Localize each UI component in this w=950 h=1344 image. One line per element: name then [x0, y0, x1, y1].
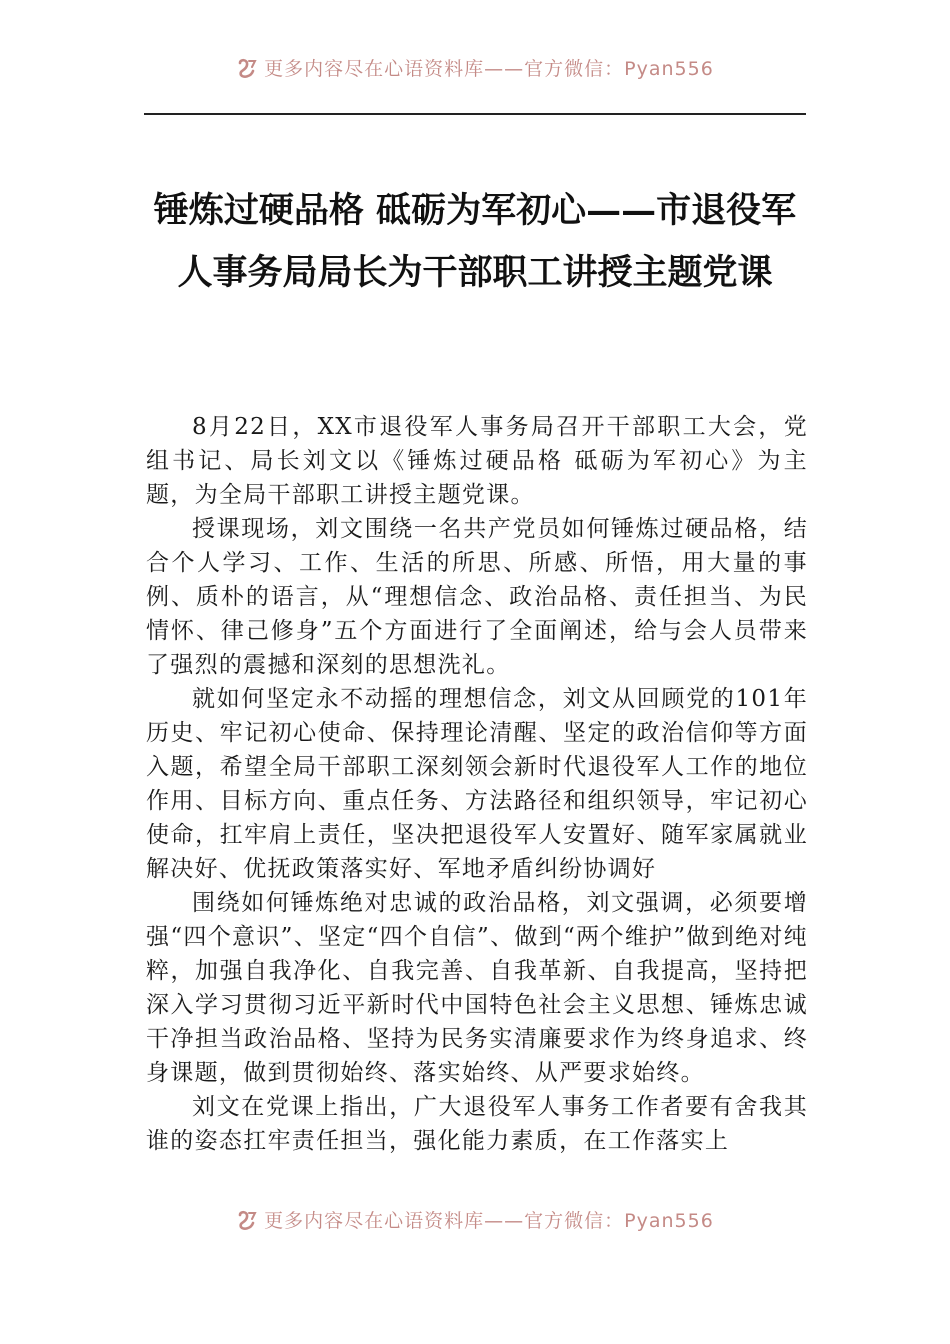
footer-watermark — [0, 1208, 950, 1234]
paragraph: 8月22日，XX市退役军人事务局召开干部职工大会，党组书记、局长刘文以《锤炼过硬品格 砥砺为军初心》为主题，为全局干部职工讲授主题党课。 — [146, 414, 808, 508]
paragraph: 围绕如何锤炼绝对忠诚的政治品格，刘文强调，必须要增强“四个意识”、坚定“四个自信”、做到“两个维护”做到绝对纯粹，加强自我净化、自我完善、自我革新、自我提高，坚持把深入学习贯彻习近平新时代中国特色社会主义思想、锤炼忠诚干净担当政治品格、坚持为民务实清廉要求作为终身追求、终身课题，做到贯彻始终、落实始终、从严要求始终。 — [146, 890, 808, 1086]
logo-icon — [236, 1209, 258, 1231]
article-body — [146, 410, 808, 1158]
paragraph: 刘文在党课上指出，广大退役军人事务工作者要有舍我其谁的姿态扛牢责任担当，强化能力素质，在工作落实上 — [146, 1094, 808, 1154]
title-line-2: 人事务局局长为干部职工讲授主题党课 — [177, 252, 773, 293]
header-divider — [144, 113, 806, 115]
document-title — [100, 180, 850, 304]
header-watermark — [0, 56, 950, 82]
watermark-text: 更多内容尽在心语资料库——官方微信：Pyan556 — [264, 58, 714, 80]
paragraph: 授课现场，刘文围绕一名共产党员如何锤炼过硬品格，结合个人学习、工作、生活的所思、所感、所悟，用大量的事例、质朴的语言，从“理想信念、政治品格、责任担当、为民情怀、律己修身”五个方面进行了全面阐述，给与会人员带来了强烈的震撼和深刻的思想洗礼。 — [146, 516, 808, 678]
logo-icon — [236, 57, 258, 79]
watermark-text: 更多内容尽在心语资料库——官方微信：Pyan556 — [264, 1210, 714, 1232]
title-line-1: 锤炼过硬品格 砥砺为军初心——市退役军 — [153, 190, 797, 231]
paragraph: 就如何坚定永不动摇的理想信念，刘文从回顾党的101年历史、牢记初心使命、保持理论清醒、坚定的政治信仰等方面入题，希望全局干部职工深刻领会新时代退役军人工作的地位作用、目标方向、重点任务、方法路径和组织领导，牢记初心使命，扛牢肩上责任，坚决把退役军人安置好、随军家属就业解决好、优抚政策落实好、军地矛盾纠纷协调好 — [146, 686, 808, 882]
